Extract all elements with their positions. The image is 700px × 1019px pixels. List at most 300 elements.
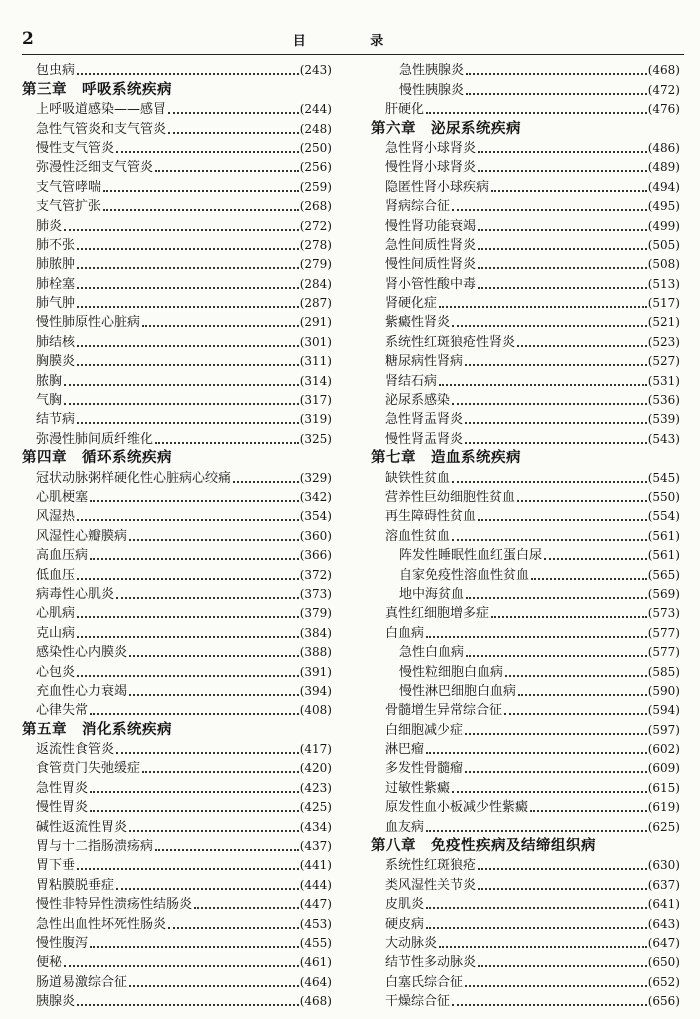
toc-entry	[22, 255, 332, 274]
entry-title: 气胸	[36, 393, 63, 409]
dot-leader	[90, 713, 299, 715]
entry-page-number: (417)	[299, 742, 332, 757]
entry-title: 慢性肺原性心脏病	[36, 315, 141, 331]
entry-page-number: (539)	[647, 412, 680, 427]
toc-entry	[22, 526, 332, 545]
entry-page-number: (464)	[299, 974, 332, 989]
entry-page-number: (495)	[647, 199, 680, 214]
entry-title: 胃粘膜脱垂症	[36, 877, 115, 893]
toc-entry	[22, 759, 332, 778]
entry-title: 自家免疫性溶血性贫血	[399, 567, 530, 583]
toc-entry	[22, 837, 332, 856]
toc-entry	[22, 701, 332, 720]
entry-page-number: (489)	[647, 160, 680, 175]
entry-page-number: (637)	[647, 877, 680, 892]
dot-leader	[103, 190, 299, 192]
entry-page-number: (379)	[299, 606, 332, 621]
dot-leader	[491, 190, 647, 192]
toc-entry	[22, 468, 332, 487]
entry-title: 急性间质性肾炎	[385, 237, 477, 253]
entry-page-number: (625)	[647, 819, 680, 834]
entry-title: 急性肾小球肾炎	[385, 140, 477, 156]
entry-page-number: (545)	[647, 470, 680, 485]
entry-title: 包虫病	[36, 63, 76, 79]
entry-title: 冠状动脉粥样硬化性心脏病心绞痛	[36, 470, 232, 486]
entry-page-number: (437)	[299, 839, 332, 854]
dot-leader	[505, 675, 647, 677]
dot-leader	[426, 112, 647, 114]
entry-title: 弥漫性肺间质纤维化	[36, 431, 154, 447]
toc-entry	[371, 701, 680, 720]
entry-title: 风湿性心瓣膜病	[36, 528, 128, 544]
entry-page-number: (573)	[647, 606, 680, 621]
entry-page-number: (656)	[647, 994, 680, 1009]
entry-page-number: (499)	[647, 218, 680, 233]
toc-entry	[371, 720, 680, 739]
toc-entry	[371, 371, 680, 390]
dot-leader	[465, 771, 647, 773]
entry-title: 慢性支气管炎	[36, 140, 115, 156]
chapter-title: 第四章 循环系统疾病	[22, 450, 172, 467]
toc-entry	[22, 158, 332, 177]
dot-leader	[194, 907, 299, 909]
entry-page-number: (569)	[647, 586, 680, 601]
entry-title: 脓胸	[36, 373, 63, 389]
dot-leader	[77, 306, 299, 308]
entry-page-number: (577)	[647, 645, 680, 660]
entry-title: 急性白血病	[399, 645, 465, 661]
toc-entry	[22, 546, 332, 565]
toc-entry	[22, 274, 332, 293]
entry-page-number: (643)	[647, 916, 680, 931]
toc-entry	[371, 934, 680, 953]
entry-title: 类风湿性关节炎	[385, 877, 477, 893]
entry-page-number: (521)	[647, 315, 680, 330]
toc-entry	[22, 604, 332, 623]
dot-leader	[491, 616, 647, 618]
entry-page-number: (279)	[299, 257, 332, 272]
dot-leader	[439, 384, 647, 386]
toc-entry	[22, 332, 332, 351]
entry-page-number: (256)	[299, 160, 332, 175]
entry-page-number: (550)	[647, 489, 680, 504]
entry-page-number: (425)	[299, 800, 332, 815]
entry-page-number: (585)	[647, 664, 680, 679]
entry-title: 感染性心内膜炎	[36, 645, 128, 661]
entry-page-number: (461)	[299, 955, 332, 970]
entry-page-number: (590)	[647, 683, 680, 698]
entry-page-number: (329)	[299, 470, 332, 485]
toc-entry	[22, 643, 332, 662]
entry-page-number: (278)	[299, 237, 332, 252]
entry-title: 胃下垂	[36, 858, 76, 874]
entry-page-number: (577)	[647, 625, 680, 640]
entry-page-number: (523)	[647, 334, 680, 349]
toc-entry	[371, 565, 680, 584]
entry-page-number: (476)	[647, 102, 680, 117]
dot-leader	[168, 112, 299, 114]
dot-leader	[116, 597, 299, 599]
toc-entry	[22, 371, 332, 390]
toc-entry	[371, 817, 680, 836]
entry-title: 慢性肾小球肾炎	[385, 160, 477, 176]
toc-entry	[371, 526, 680, 545]
entry-page-number: (342)	[299, 489, 332, 504]
entry-title: 结节病	[36, 412, 76, 428]
toc-entry	[371, 391, 680, 410]
entry-title: 胃与十二指肠溃疡病	[36, 839, 154, 855]
toc-entry	[371, 546, 680, 565]
entry-title: 胸膜炎	[36, 354, 76, 370]
toc-entry	[371, 895, 680, 914]
entry-title: 多发性骨髓瘤	[385, 761, 464, 777]
entry-page-number: (317)	[299, 393, 332, 408]
entry-page-number: (319)	[299, 412, 332, 427]
entry-page-number: (311)	[299, 354, 332, 369]
entry-page-number: (543)	[647, 431, 680, 446]
entry-title: 地中海贫血	[399, 586, 465, 602]
entry-title: 心肌病	[36, 606, 76, 622]
dot-leader	[478, 170, 647, 172]
dot-leader	[129, 655, 299, 657]
entry-page-number: (244)	[299, 102, 332, 117]
dot-leader	[478, 229, 647, 231]
dot-leader	[466, 73, 647, 75]
chapter-title: 第三章 呼吸系统疾病	[22, 81, 172, 98]
entry-title: 慢性非特异性溃疡性结肠炎	[36, 897, 193, 913]
entry-page-number: (250)	[299, 140, 332, 155]
entry-page-number: (647)	[647, 935, 680, 950]
toc-entry	[22, 662, 332, 681]
entry-page-number: (291)	[299, 315, 332, 330]
entry-page-number: (513)	[647, 276, 680, 291]
dot-leader	[155, 170, 299, 172]
toc-entry	[22, 507, 332, 526]
dot-leader	[142, 325, 299, 327]
toc-entry	[22, 216, 332, 235]
entry-title: 急性胃炎	[36, 780, 89, 796]
toc-entry	[22, 972, 332, 991]
toc-entry	[371, 158, 680, 177]
toc-left-column	[22, 61, 332, 1011]
entry-title: 食管贲门失弛缓症	[36, 761, 141, 777]
entry-title: 肾小管性酸中毒	[385, 276, 477, 292]
dot-leader	[129, 694, 299, 696]
toc-entry	[22, 895, 332, 914]
toc-entry	[371, 332, 680, 351]
dot-leader	[466, 597, 647, 599]
entry-title: 急性气管炎和支气管炎	[36, 121, 167, 137]
entry-title: 支气管哮喘	[36, 179, 102, 195]
running-title: 目 录	[292, 34, 414, 49]
entry-page-number: (360)	[299, 528, 332, 543]
dot-leader	[478, 888, 647, 890]
entry-title: 干燥综合征	[385, 994, 451, 1010]
dot-leader	[77, 1004, 299, 1006]
toc-entry	[22, 236, 332, 255]
entry-title: 骨髓增生异常综合征	[385, 703, 503, 719]
toc-entry	[22, 313, 332, 332]
toc-entry	[22, 778, 332, 797]
entry-page-number: (388)	[299, 645, 332, 660]
toc-entry	[371, 585, 680, 604]
entry-page-number: (486)	[647, 140, 680, 155]
toc-entry	[371, 429, 680, 448]
toc-entry	[22, 875, 332, 894]
entry-title: 病毒性心肌炎	[36, 586, 115, 602]
toc-entry	[371, 236, 680, 255]
dot-leader	[77, 422, 299, 424]
entry-page-number: (301)	[299, 334, 332, 349]
entry-title: 系统性红斑狼疮性肾炎	[385, 334, 516, 350]
entry-page-number: (441)	[299, 858, 332, 873]
entry-page-number: (447)	[299, 897, 332, 912]
toc-entry	[22, 352, 332, 371]
dot-leader	[439, 306, 647, 308]
entry-page-number: (268)	[299, 199, 332, 214]
dot-leader	[478, 267, 647, 269]
entry-title: 弥漫性泛细支气管炎	[36, 160, 154, 176]
toc-entry	[371, 468, 680, 487]
entry-page-number: (517)	[647, 296, 680, 311]
entry-page-number: (259)	[299, 179, 332, 194]
dot-leader	[77, 73, 299, 75]
toc-entry	[22, 488, 332, 507]
entry-page-number: (641)	[647, 897, 680, 912]
chapter-heading	[22, 449, 332, 468]
dot-leader	[478, 151, 647, 153]
entry-page-number: (602)	[647, 742, 680, 757]
toc-entry	[371, 139, 680, 158]
dot-leader	[517, 345, 647, 347]
dot-leader	[142, 771, 299, 773]
dot-leader	[504, 713, 647, 715]
dot-leader	[452, 325, 647, 327]
dot-leader	[90, 558, 299, 560]
toc-entry	[22, 565, 332, 584]
toc-entry	[371, 274, 680, 293]
entry-page-number: (597)	[647, 722, 680, 737]
toc-entry	[371, 914, 680, 933]
entry-title: 原发性血小板减少性紫癜	[385, 800, 529, 816]
toc-entry	[371, 778, 680, 797]
toc-entry	[22, 992, 332, 1011]
entry-page-number: (423)	[299, 780, 332, 795]
entry-title: 慢性间质性肾炎	[385, 257, 477, 273]
dot-leader	[452, 539, 647, 541]
toc-entry	[22, 119, 332, 138]
toc-entry	[371, 294, 680, 313]
dot-leader	[426, 830, 647, 832]
entry-page-number: (619)	[647, 800, 680, 815]
entry-title: 返流性食管炎	[36, 742, 115, 758]
entry-page-number: (354)	[299, 509, 332, 524]
toc-entry	[371, 177, 680, 196]
entry-page-number: (561)	[647, 548, 680, 563]
entry-page-number: (453)	[299, 916, 332, 931]
dot-leader	[478, 248, 647, 250]
entry-page-number: (391)	[299, 664, 332, 679]
toc-entry	[22, 682, 332, 701]
toc-entry	[22, 410, 332, 429]
dot-leader	[116, 752, 299, 754]
dot-leader	[466, 655, 647, 657]
entry-title: 肺结核	[36, 334, 76, 350]
entry-page-number: (472)	[647, 82, 680, 97]
entry-page-number: (408)	[299, 703, 332, 718]
toc-entry	[22, 914, 332, 933]
toc-entry	[371, 313, 680, 332]
toc-entry	[22, 429, 332, 448]
entry-title: 慢性淋巴细胞白血病	[399, 683, 517, 699]
entry-page-number: (554)	[647, 509, 680, 524]
entry-title: 真性红细胞增多症	[385, 606, 490, 622]
dot-leader	[64, 229, 299, 231]
dot-leader	[77, 519, 299, 521]
entry-title: 糖尿病性肾病	[385, 354, 464, 370]
entry-page-number: (272)	[299, 218, 332, 233]
entry-page-number: (527)	[647, 354, 680, 369]
entry-title: 慢性胃炎	[36, 800, 89, 816]
toc-entry	[371, 604, 680, 623]
dot-leader	[452, 403, 647, 405]
chapter-title: 第五章 消化系统疾病	[22, 721, 172, 738]
entry-page-number: (536)	[647, 393, 680, 408]
dot-leader	[517, 500, 647, 502]
dot-leader	[77, 248, 299, 250]
running-header	[22, 28, 684, 55]
entry-title: 紫癜性肾炎	[385, 315, 451, 331]
dot-leader	[103, 209, 299, 211]
chapter-heading	[371, 449, 680, 468]
dot-leader	[64, 384, 299, 386]
dot-leader	[129, 830, 299, 832]
entry-title: 肺气肿	[36, 296, 76, 312]
dot-leader	[77, 616, 299, 618]
toc-entry	[22, 953, 332, 972]
entry-title: 慢性粒细胞白血病	[399, 664, 504, 680]
entry-title: 白血病	[385, 625, 425, 641]
entry-title: 急性胰腺炎	[399, 63, 465, 79]
dot-leader	[426, 752, 647, 754]
entry-page-number: (284)	[299, 276, 332, 291]
toc-entry	[22, 585, 332, 604]
dot-leader	[64, 965, 299, 967]
toc-entry	[371, 992, 680, 1011]
entry-title: 隐匿性肾小球疾病	[385, 179, 490, 195]
entry-title: 白细胞减少症	[385, 722, 464, 738]
dot-leader	[426, 907, 647, 909]
dot-leader	[116, 151, 299, 153]
chapter-heading	[371, 837, 680, 856]
dot-leader	[452, 791, 647, 793]
dot-leader	[465, 442, 647, 444]
toc-entry	[371, 856, 680, 875]
chapter-title: 第七章 造血系统疾病	[371, 450, 521, 467]
dot-leader	[77, 364, 299, 366]
dot-leader	[452, 1004, 647, 1006]
entry-page-number: (384)	[299, 625, 332, 640]
entry-title: 肾结石病	[385, 373, 438, 389]
toc-entry	[371, 352, 680, 371]
dot-leader	[90, 791, 299, 793]
toc-entry	[371, 953, 680, 972]
entry-page-number: (508)	[647, 257, 680, 272]
entry-title: 阵发性睡眠性血红蛋白尿	[399, 548, 543, 564]
dot-leader	[452, 481, 647, 483]
entry-title: 慢性肾功能衰竭	[385, 218, 477, 234]
toc-entry	[371, 61, 680, 80]
toc-entry	[371, 759, 680, 778]
page-number: 2	[22, 29, 34, 49]
dot-leader	[465, 985, 647, 987]
entry-title: 心肌梗塞	[36, 489, 89, 505]
entry-title: 上呼吸道感染——感冒	[36, 102, 167, 118]
entry-page-number: (287)	[299, 296, 332, 311]
entry-title: 肾病综合征	[385, 199, 451, 215]
entry-page-number: (434)	[299, 819, 332, 834]
dot-leader	[77, 636, 299, 638]
dot-leader	[116, 888, 299, 890]
toc-entry	[371, 682, 680, 701]
entry-title: 心律失常	[36, 703, 89, 719]
chapter-heading	[22, 720, 332, 739]
dot-leader	[466, 93, 647, 95]
entry-title: 心包炎	[36, 664, 76, 680]
dot-leader	[77, 287, 299, 289]
toc-entry	[22, 197, 332, 216]
entry-title: 肾硬化症	[385, 296, 438, 312]
entry-title: 急性出血性坏死性肠炎	[36, 916, 167, 932]
entry-title: 低血压	[36, 567, 76, 583]
toc-entry	[371, 255, 680, 274]
toc-entry	[22, 934, 332, 953]
toc-entry	[371, 623, 680, 642]
entry-page-number: (468)	[647, 63, 680, 78]
entry-title: 过敏性紫癜	[385, 780, 451, 796]
toc-entry	[22, 817, 332, 836]
toc-entry	[22, 61, 332, 80]
dot-leader	[465, 364, 647, 366]
toc-entry	[371, 972, 680, 991]
entry-title: 泌尿系感染	[385, 393, 451, 409]
entry-title: 系统性红斑狼疮	[385, 858, 477, 874]
toc-entry	[371, 197, 680, 216]
entry-page-number: (565)	[647, 567, 680, 582]
dot-leader	[465, 422, 647, 424]
entry-page-number: (609)	[647, 761, 680, 776]
dot-leader	[426, 636, 647, 638]
entry-page-number: (444)	[299, 877, 332, 892]
entry-page-number: (615)	[647, 780, 680, 795]
dot-leader	[155, 849, 299, 851]
toc-entry	[371, 216, 680, 235]
entry-page-number: (243)	[299, 63, 332, 78]
entry-title: 溶血性贫血	[385, 528, 451, 544]
entry-page-number: (314)	[299, 373, 332, 388]
dot-leader	[531, 578, 647, 580]
entry-title: 肠道易激综合征	[36, 974, 128, 990]
dot-leader	[478, 287, 647, 289]
entry-title: 风湿热	[36, 509, 76, 525]
dot-leader	[439, 946, 647, 948]
toc-entry	[22, 798, 332, 817]
toc-entry	[22, 139, 332, 158]
entry-title: 白塞氏综合征	[385, 974, 464, 990]
dot-leader	[233, 481, 299, 483]
dot-leader	[155, 442, 299, 444]
entry-title: 淋巴瘤	[385, 742, 425, 758]
